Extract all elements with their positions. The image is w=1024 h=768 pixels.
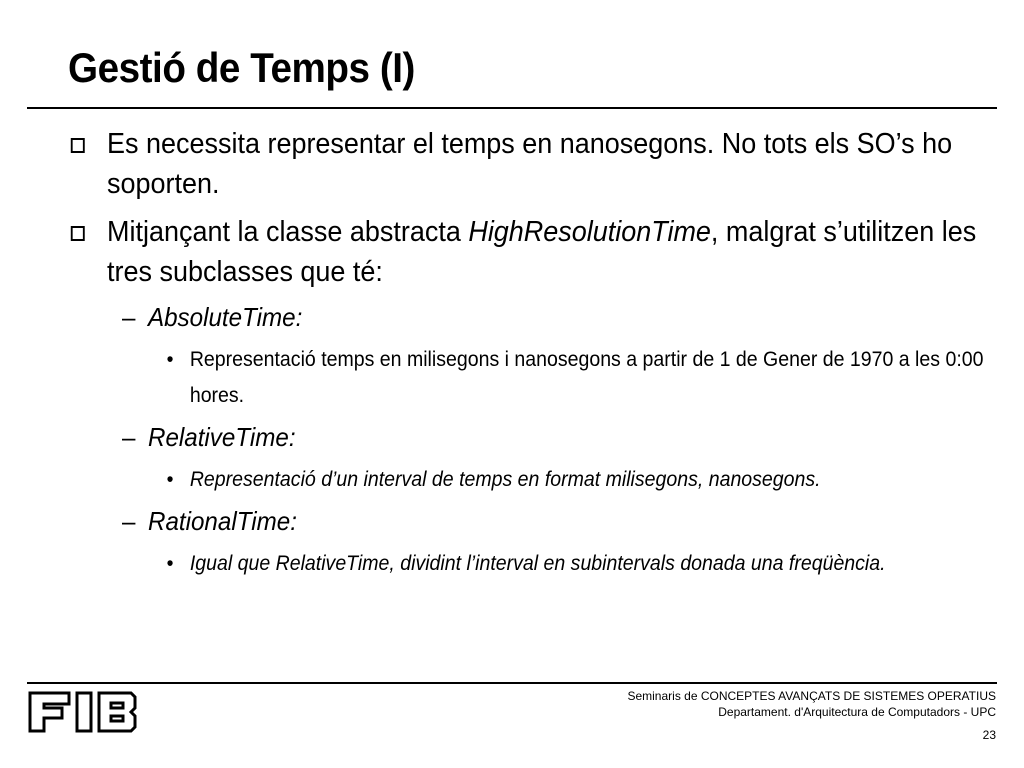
subitem-relativetime	[68, 420, 985, 454]
subsub-item	[68, 462, 1024, 498]
subsub-item	[68, 342, 1024, 414]
bullet-text-pre: Mitjançant la classe abstracta	[107, 216, 469, 248]
subitem-label: RationalTime:	[147, 506, 297, 536]
dot-bullet: •	[166, 552, 174, 575]
footer-line-course: Seminaris de CONCEPTES AVANÇATS DE SISTEMES OPERATIUS	[627, 689, 996, 703]
subsub-text: Representació d’un interval de temps en format milisegons, nanosegons.	[189, 468, 821, 491]
title-divider	[27, 107, 997, 109]
subsub-item	[68, 546, 1024, 582]
subsub-text: Representació temps en milisegons i nanosegons a partir de 1 de Gener de 1970 a les 0:00 hores.	[189, 348, 984, 407]
footer-line-department: Departament. d'Arquitectura de Computadors - UPC	[718, 705, 996, 719]
fib-logo-icon	[27, 690, 139, 739]
page-number: 23	[982, 728, 996, 742]
square-bullet-icon	[71, 138, 85, 153]
footer-divider	[27, 682, 997, 684]
dash-bullet: –	[121, 422, 136, 452]
square-bullet-icon	[71, 226, 85, 241]
slide-title: Gestió de Temps (I)	[68, 44, 415, 91]
subitem-label: AbsoluteTime:	[147, 302, 303, 332]
bullet-text-class-name: HighResolutionTime	[468, 216, 711, 248]
subsub-text: Igual que RelativeTime, dividint l’interval en subintervals donada una freqüència.	[189, 552, 886, 575]
bullet-text-post: , malgrat s’utilitzen les tres subclasses que té:	[107, 216, 977, 288]
footer-text	[627, 688, 996, 720]
bullet-text: Es necessita representar el temps en nanosegons. No tots els SO’s ho soporten.	[107, 128, 953, 200]
dash-bullet: –	[121, 302, 136, 332]
slide-content	[68, 124, 988, 588]
dot-bullet: •	[166, 348, 174, 371]
dash-bullet: –	[121, 506, 136, 536]
dot-bullet: •	[166, 468, 174, 491]
subitem-absolutetime	[68, 300, 985, 334]
subitem-label: RelativeTime:	[147, 422, 296, 452]
bullet-item	[68, 212, 1000, 292]
bullet-item	[68, 124, 1000, 204]
subitem-rationaltime	[68, 504, 985, 538]
